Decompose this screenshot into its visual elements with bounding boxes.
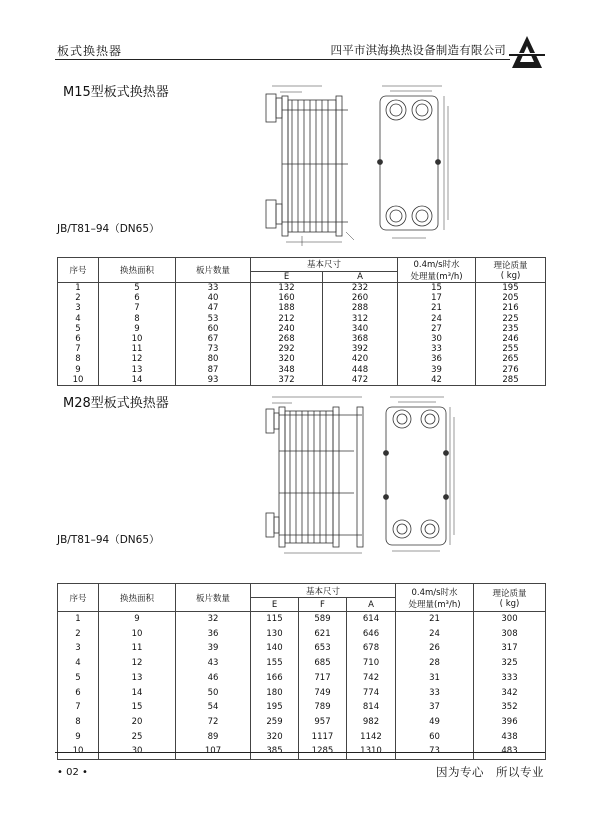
table-cell: 32: [176, 612, 251, 627]
col-header-A: A: [347, 598, 396, 612]
table-row: [58, 365, 546, 375]
col-header-mass: 理论质量 ( kg): [476, 258, 546, 283]
table-cell: 589: [299, 612, 347, 627]
table-cell: 420: [323, 354, 398, 364]
table-cell: 15: [99, 700, 176, 715]
table-cell: 87: [176, 365, 251, 375]
table-cell: 21: [398, 303, 476, 313]
table-cell: 14: [99, 375, 176, 386]
table-cell: 107: [176, 744, 251, 759]
table-row: [58, 303, 546, 313]
table-cell: 67: [176, 334, 251, 344]
table-cell: 320: [251, 354, 323, 364]
table-cell: 39: [398, 365, 476, 375]
table-cell: 653: [299, 641, 347, 656]
table-row: [58, 686, 546, 701]
table-cell: 188: [251, 303, 323, 313]
table-cell: 7: [58, 700, 99, 715]
table-row: [58, 354, 546, 364]
table-cell: 24: [398, 314, 476, 324]
table-cell: 10: [99, 334, 176, 344]
table-cell: 10: [58, 375, 99, 386]
standard-m15: JB/T81–94（DN65）: [57, 223, 160, 235]
col-header-flow: 0.4m/s时水 处理量(m³/h): [396, 584, 474, 612]
table-cell: 621: [299, 627, 347, 642]
table-cell: 483: [474, 744, 546, 759]
table-cell: 789: [299, 700, 347, 715]
table-cell: 312: [323, 314, 398, 324]
table-cell: 212: [251, 314, 323, 324]
table-cell: 717: [299, 671, 347, 686]
table-cell: 4: [58, 314, 99, 324]
table-cell: 42: [398, 375, 476, 386]
table-cell: 9: [99, 324, 176, 334]
table-cell: 26: [396, 641, 474, 656]
table-cell: 180: [251, 686, 299, 701]
table-cell: 36: [176, 627, 251, 642]
table-cell: 11: [99, 641, 176, 656]
table-cell: 392: [323, 344, 398, 354]
table-cell: 72: [176, 715, 251, 730]
table-row: [58, 324, 546, 334]
table-cell: 7: [58, 344, 99, 354]
table-cell: 232: [323, 283, 398, 294]
col-header-area: 换热面积: [99, 258, 176, 283]
table-cell: 982: [347, 715, 396, 730]
table-cell: 30: [99, 744, 176, 759]
product-title-m28: M28型板式换热器: [63, 396, 169, 411]
table-cell: 3: [58, 303, 99, 313]
col-header-index: 序号: [58, 258, 99, 283]
table-row: [58, 627, 546, 642]
table-cell: 265: [476, 354, 546, 364]
table-cell: 132: [251, 283, 323, 294]
table-cell: 46: [176, 671, 251, 686]
table-cell: 1: [58, 612, 99, 627]
table-cell: 140: [251, 641, 299, 656]
table-cell: 255: [476, 344, 546, 354]
table-cell: 11: [99, 344, 176, 354]
table-cell: 342: [474, 686, 546, 701]
table-cell: 368: [323, 334, 398, 344]
table-cell: 9: [58, 730, 99, 745]
table-cell: 308: [474, 627, 546, 642]
col-header-plates: 板片数量: [176, 258, 251, 283]
table-row: [58, 730, 546, 745]
col-header-E: E: [251, 598, 299, 612]
table-cell: 1: [58, 283, 99, 294]
table-cell: 33: [396, 686, 474, 701]
table-cell: 472: [323, 375, 398, 386]
product-title-m15: M15型板式换热器: [63, 85, 169, 100]
col-header-index: 序号: [58, 584, 99, 612]
table-cell: 93: [176, 375, 251, 386]
table-cell: 33: [176, 283, 251, 294]
table-cell: 1142: [347, 730, 396, 745]
m15-front-view-drawing: [372, 82, 452, 247]
table-cell: 957: [299, 715, 347, 730]
table-row: [58, 283, 546, 294]
col-header-E: E: [251, 271, 323, 282]
table-cell: 49: [396, 715, 474, 730]
table-cell: 80: [176, 354, 251, 364]
m15-side-view-drawing: [262, 82, 362, 247]
table-cell: 25: [99, 730, 176, 745]
table-cell: 292: [251, 344, 323, 354]
table-cell: 27: [398, 324, 476, 334]
table-cell: 8: [58, 354, 99, 364]
table-cell: 15: [398, 283, 476, 294]
table-cell: 1285: [299, 744, 347, 759]
table-cell: 246: [476, 334, 546, 344]
table-cell: 710: [347, 656, 396, 671]
table-cell: 6: [58, 686, 99, 701]
table-cell: 438: [474, 730, 546, 745]
table-cell: 12: [99, 656, 176, 671]
table-cell: 320: [251, 730, 299, 745]
table-cell: 385: [251, 744, 299, 759]
table-cell: 20: [99, 715, 176, 730]
standard-m28: JB/T81–94（DN65）: [57, 534, 160, 546]
table-cell: 47: [176, 303, 251, 313]
col-header-flow: 0.4m/s时水 处理量(m³/h): [398, 258, 476, 283]
table-cell: 7: [99, 303, 176, 313]
table-cell: 225: [476, 314, 546, 324]
table-cell: 285: [476, 375, 546, 386]
table-cell: 9: [99, 612, 176, 627]
table-row: [58, 375, 546, 386]
table-cell: 300: [474, 612, 546, 627]
table-cell: 37: [396, 700, 474, 715]
table-cell: 36: [398, 354, 476, 364]
table-cell: 30: [398, 334, 476, 344]
table-cell: 5: [99, 283, 176, 294]
table-cell: 1117: [299, 730, 347, 745]
table-cell: 8: [99, 314, 176, 324]
table-cell: 8: [58, 715, 99, 730]
col-header-mass: 理论质量 ( kg): [474, 584, 546, 612]
table-cell: 5: [58, 324, 99, 334]
col-header-area: 换热面积: [99, 584, 176, 612]
table-row: [58, 334, 546, 344]
table-cell: 348: [251, 365, 323, 375]
table-cell: 195: [251, 700, 299, 715]
table-cell: 372: [251, 375, 323, 386]
table-cell: 14: [99, 686, 176, 701]
table-cell: 333: [474, 671, 546, 686]
table-cell: 288: [323, 303, 398, 313]
table-cell: 73: [396, 744, 474, 759]
table-cell: 6: [99, 293, 176, 303]
m28-side-view-drawing: [262, 393, 374, 558]
table-cell: 749: [299, 686, 347, 701]
table-cell: 12: [99, 354, 176, 364]
table-cell: 160: [251, 293, 323, 303]
table-cell: 276: [476, 365, 546, 375]
table-cell: 155: [251, 656, 299, 671]
table-cell: 73: [176, 344, 251, 354]
col-header-plates: 板片数量: [176, 584, 251, 612]
table-cell: 742: [347, 671, 396, 686]
table-cell: 646: [347, 627, 396, 642]
table-cell: 39: [176, 641, 251, 656]
m28-spec-table: [57, 583, 546, 760]
table-cell: 54: [176, 700, 251, 715]
table-cell: 50: [176, 686, 251, 701]
header-rule: [55, 59, 510, 60]
col-header-A: A: [323, 271, 398, 282]
table-cell: 53: [176, 314, 251, 324]
table-cell: 60: [176, 324, 251, 334]
table-cell: 28: [396, 656, 474, 671]
col-header-basic-size: 基本尺寸: [251, 258, 398, 272]
table-cell: 235: [476, 324, 546, 334]
table-row: [58, 314, 546, 324]
table-cell: 1310: [347, 744, 396, 759]
table-cell: 33: [398, 344, 476, 354]
table-cell: 5: [58, 671, 99, 686]
table-cell: 614: [347, 612, 396, 627]
table-cell: 240: [251, 324, 323, 334]
table-cell: 317: [474, 641, 546, 656]
table-cell: 115: [251, 612, 299, 627]
table-cell: 13: [99, 671, 176, 686]
table-cell: 2: [58, 627, 99, 642]
table-row: [58, 641, 546, 656]
table-cell: 2: [58, 293, 99, 303]
company-name: 四平市淇海换热设备制造有限公司: [330, 43, 506, 57]
table-cell: 31: [396, 671, 474, 686]
footer-rule: [55, 752, 545, 753]
table-cell: 340: [323, 324, 398, 334]
table-cell: 24: [396, 627, 474, 642]
table-cell: 43: [176, 656, 251, 671]
table-cell: 814: [347, 700, 396, 715]
table-cell: 17: [398, 293, 476, 303]
footer-slogan: 因为专心 所以专业: [436, 765, 544, 779]
table-cell: 13: [99, 365, 176, 375]
table-cell: 6: [58, 334, 99, 344]
m15-spec-table: [57, 257, 546, 386]
table-cell: 10: [58, 744, 99, 759]
table-row: [58, 293, 546, 303]
page-number: • 02 •: [57, 767, 88, 778]
company-logo-icon: [509, 34, 545, 70]
table-cell: 259: [251, 715, 299, 730]
table-cell: 448: [323, 365, 398, 375]
table-row: [58, 671, 546, 686]
table-cell: 205: [476, 293, 546, 303]
table-cell: 89: [176, 730, 251, 745]
table-row: [58, 344, 546, 354]
col-header-basic-size: 基本尺寸: [251, 584, 396, 598]
table-cell: 40: [176, 293, 251, 303]
table-cell: 774: [347, 686, 396, 701]
table-cell: 216: [476, 303, 546, 313]
table-cell: 396: [474, 715, 546, 730]
table-cell: 260: [323, 293, 398, 303]
table-cell: 10: [99, 627, 176, 642]
table-cell: 166: [251, 671, 299, 686]
table-cell: 195: [476, 283, 546, 294]
table-cell: 9: [58, 365, 99, 375]
table-cell: 3: [58, 641, 99, 656]
table-row: [58, 700, 546, 715]
table-cell: 325: [474, 656, 546, 671]
col-header-F: F: [299, 598, 347, 612]
catalog-section-title: 板式换热器: [57, 44, 123, 58]
table-cell: 130: [251, 627, 299, 642]
table-cell: 352: [474, 700, 546, 715]
table-cell: 268: [251, 334, 323, 344]
table-cell: 60: [396, 730, 474, 745]
table-cell: 678: [347, 641, 396, 656]
table-row: [58, 612, 546, 627]
m28-front-view-drawing: [378, 393, 458, 558]
table-row: [58, 715, 546, 730]
table-row: [58, 656, 546, 671]
table-cell: 21: [396, 612, 474, 627]
table-cell: 4: [58, 656, 99, 671]
table-cell: 685: [299, 656, 347, 671]
